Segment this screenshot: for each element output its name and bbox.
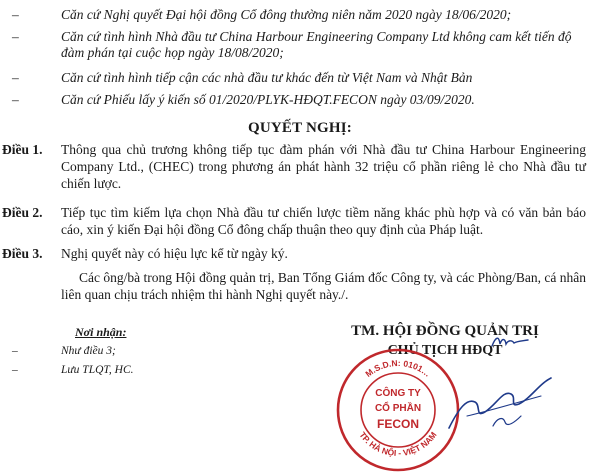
article-label: Điều 1. <box>2 142 43 157</box>
basis-text: Căn cứ Phiếu lấy ý kiến số 01/2020/PLYK-HĐQT.FECON ngày 03/09/2020. <box>61 92 475 107</box>
initial-mark-icon <box>490 332 530 352</box>
recipient-text: Như điều 3; <box>61 345 116 357</box>
decision-heading: QUYẾT NGHỊ: <box>247 120 353 136</box>
bullet-dash: – <box>12 345 18 357</box>
basis-text: Căn cứ tình hình Nhà đầu tư China Harbour Engineering Company Ltd không cam kết tiến độ đàm phán tại cuộc họp ngày 18/08/2020; <box>61 29 572 60</box>
seal-line-2: CỔ PHẦN <box>374 403 422 414</box>
article-label: Điều 2. <box>2 205 43 220</box>
closing-paragraph: Các ông/bà trong Hội đồng quản trị, Ban Tổng Giám đốc Công ty, và các Phòng/Ban, cá nhân liên quan chịu trách nhiệm thi hành Nghị quyết này./. <box>61 270 586 302</box>
article-text: Thông qua chủ trương không tiếp tục đàm phán với Nhà đầu tư China Harbour Engineering Company Ltd., (CHEC) trong phương án phát hành 32 triệu cổ phần riêng lẻ cho Nhà đầu tư chiến lược. <box>61 142 586 191</box>
article-label: Điều 3. <box>2 246 43 261</box>
bullet-dash: – <box>12 92 19 107</box>
recipients-title: Nơi nhận: <box>75 325 127 339</box>
handwritten-signature-icon <box>445 368 555 438</box>
recipient-text: Lưu TLQT, HC. <box>61 364 134 376</box>
basis-text: Căn cứ Nghị quyết Đại hội đồng Cổ đông thường niên năm 2020 ngày 18/06/2020; <box>61 7 512 22</box>
signature-org: TM. HỘI ĐỒNG QUẢN TRỊ <box>351 323 539 339</box>
seal-line-3: FECON <box>377 417 419 431</box>
article-text: Tiếp tục tìm kiếm lựa chọn Nhà đầu tư chiến lược tiềm năng khác phù hợp và có văn bản báo cáo, xin ý kiến Đại hội đồng Cổ đông chấp thuận theo quy định của Pháp luật. <box>61 205 586 237</box>
signature-title: CHỦ TỊCH HĐQT <box>387 343 503 358</box>
bullet-dash: – <box>12 7 19 22</box>
bullet-dash: – <box>12 364 18 376</box>
article-text: Nghị quyết này có hiệu lực kể từ ngày ký. <box>61 246 288 261</box>
bullet-dash: – <box>12 70 19 85</box>
basis-text: Căn cứ tình hình tiếp cận các nhà đầu tư khác đến từ Việt Nam và Nhật Bản <box>61 70 473 85</box>
seal-line-1: CÔNG TY <box>375 388 421 399</box>
bullet-dash: – <box>12 29 19 44</box>
seal-ring-bottom: TP. HÀ NỘI - VIỆT NAM <box>357 429 439 459</box>
seal-ring-top: M.S.D.N: 0101… <box>363 357 433 379</box>
